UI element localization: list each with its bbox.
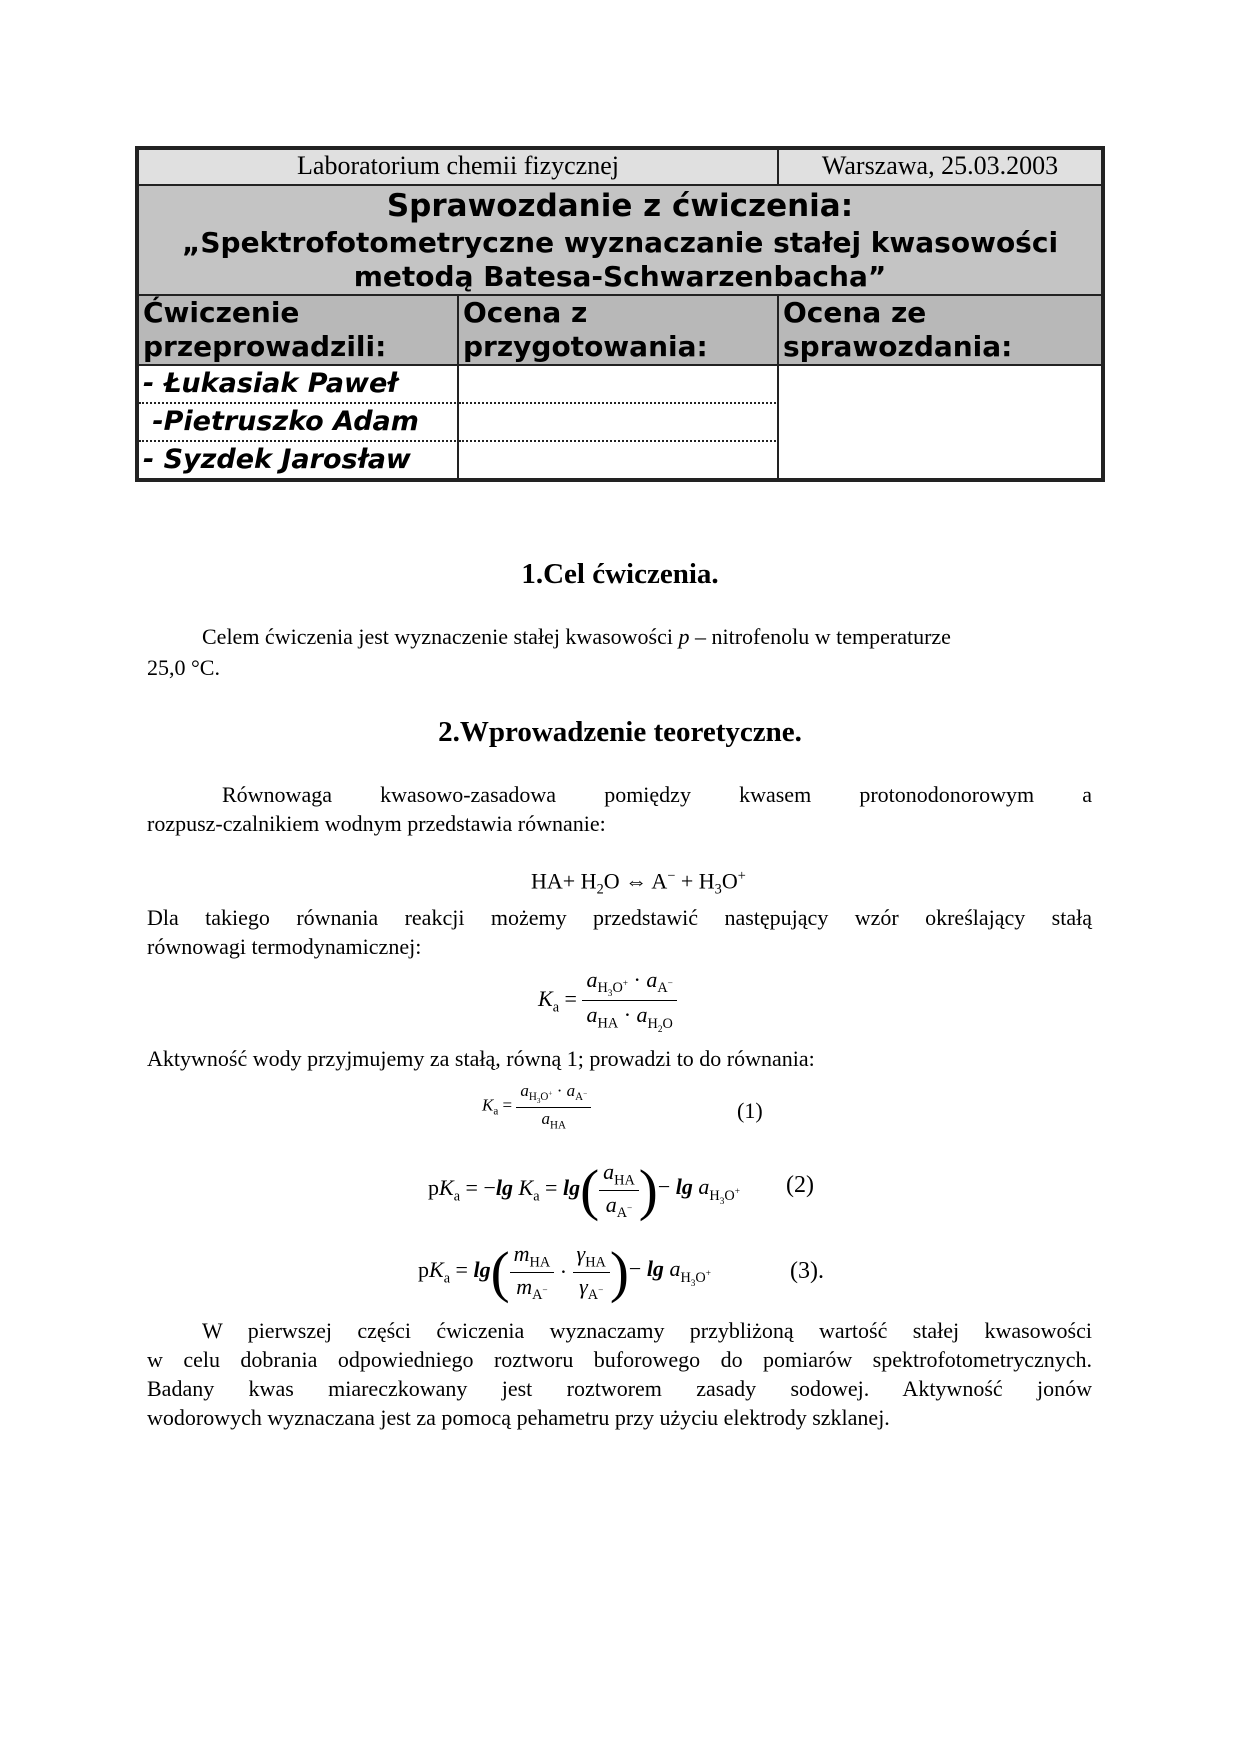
prep-grade-2 bbox=[459, 404, 779, 442]
col-participants-head bbox=[139, 296, 459, 366]
para-3: Aktywność wody przyjmujemy za stałą, równą 1; prowadzi to do równania: bbox=[147, 1046, 815, 1071]
para-4-line-1: W pierwszej części ćwiczenia wyznaczamy przybliżoną wartość stałej kwasowości bbox=[202, 1318, 1092, 1343]
section-1-heading: 1.Cel ćwiczenia. bbox=[521, 558, 719, 590]
para-1-line-2: rozpusz-czalnikiem wodnym przedstawia równanie: bbox=[147, 811, 606, 836]
section-1-text-c: 25,0 °C. bbox=[147, 655, 220, 680]
section-1-text-p: p bbox=[678, 624, 690, 649]
prep-grade-1 bbox=[459, 366, 779, 404]
prep-grade-3 bbox=[459, 442, 779, 478]
col-prep-grade-head bbox=[459, 296, 779, 366]
ka-thermodynamic-equation: $K_a$ = $\frac{a_{H_3O^+} \cdot a_{A^-}}{a_{HA} \cdot a_{H_2O}}$ bbox=[538, 966, 677, 1036]
participant-1: - Łukasiak Paweł bbox=[139, 366, 459, 404]
report-title: Sprawozdanie z ćwiczenia: bbox=[386, 188, 854, 224]
report-header-table bbox=[135, 146, 1105, 482]
lab-name-cell bbox=[139, 150, 779, 186]
equation-2: $pK_a = -\lg$ $K_a = \lg$ ( $\frac{a_{HA}}{a_{A^-}}$ ) − $\lg a_{H_3O^+}$ bbox=[428, 1158, 740, 1222]
para-2-line-2: równowagi termodynamicznej: bbox=[147, 934, 422, 959]
para-4-line-2: w celu dobrania odpowiedniego roztworu buforowego do pomiarów spektrofotometrycznych. bbox=[147, 1347, 1092, 1372]
subject-line-2: metodą Batesa-Schwarzenbacha” bbox=[353, 260, 887, 293]
col-report-line-2: sprawozdania: bbox=[783, 330, 1013, 363]
col-participants-line-1: Ćwiczenie bbox=[143, 296, 300, 329]
participant-3: - Syzdek Jarosław bbox=[139, 442, 459, 478]
col-report-line-1: Ocena ze bbox=[783, 296, 927, 329]
para-2-line-1: Dla takiego równania reakcji możemy przedstawić następujący wzór określający stałą bbox=[147, 905, 1092, 930]
para-4-line-4: wodorowych wyznaczana jest za pomocą pehametru przy użyciu elektrody szklanej. bbox=[147, 1405, 890, 1430]
equation-3: $pK_a = \lg$ ( $\frac{m_{HA}}{m_{A^-}}$ · $\frac{\gamma_{HA}}{\gamma_{A^-}}$ ) − $\lg a_{H_3O^+}$ bbox=[418, 1240, 711, 1304]
section-2-heading: 2.Wprowadzenie teoretyczne. bbox=[438, 716, 802, 748]
section-1-text-a: Celem ćwiczenia jest wyznaczenie stałej kwasowości bbox=[202, 624, 679, 649]
subject-line-1: „Spektrofotometryczne wyznaczanie stałej kwasowości bbox=[181, 226, 1059, 259]
report-grade bbox=[779, 366, 1101, 478]
para-1-line-1: Równowaga kwasowo-zasadowa pomiędzy kwasem protonodonorowym a bbox=[222, 782, 1092, 807]
col-participants-line-2: przeprowadzili: bbox=[143, 330, 387, 363]
col-prep-line-1: Ocena z bbox=[463, 296, 588, 329]
title-cell bbox=[139, 186, 1101, 296]
equation-2-number: (2) bbox=[786, 1172, 814, 1198]
section-1-text-b: – nitrofenolu w temperaturze bbox=[689, 624, 951, 649]
equation-1-number: (1) bbox=[737, 1098, 763, 1123]
reaction-equation: $HA+ H_2O$ ⇔ $A^- + H_3O^+$ bbox=[531, 868, 746, 898]
para-4-line-3: Badany kwas miareczkowany jest roztworem zasady sodowej. Aktywność jonów bbox=[147, 1376, 1092, 1401]
report-date: Warszawa, 25.03.2003 bbox=[821, 151, 1059, 180]
col-prep-line-2: przygotowania: bbox=[463, 330, 708, 363]
col-report-grade-head bbox=[779, 296, 1101, 366]
date-cell bbox=[779, 150, 1101, 186]
section-1-text bbox=[202, 622, 1062, 651]
equation-1: $K_a$ = $\frac{a_{H_3O^+} \cdot a_{A^-}}{a_{HA}}$ bbox=[482, 1080, 591, 1133]
lab-name: Laboratorium chemii fizycznej bbox=[297, 151, 619, 180]
participant-2: -Pietruszko Adam bbox=[139, 404, 459, 442]
equation-3-number: (3). bbox=[790, 1258, 824, 1284]
